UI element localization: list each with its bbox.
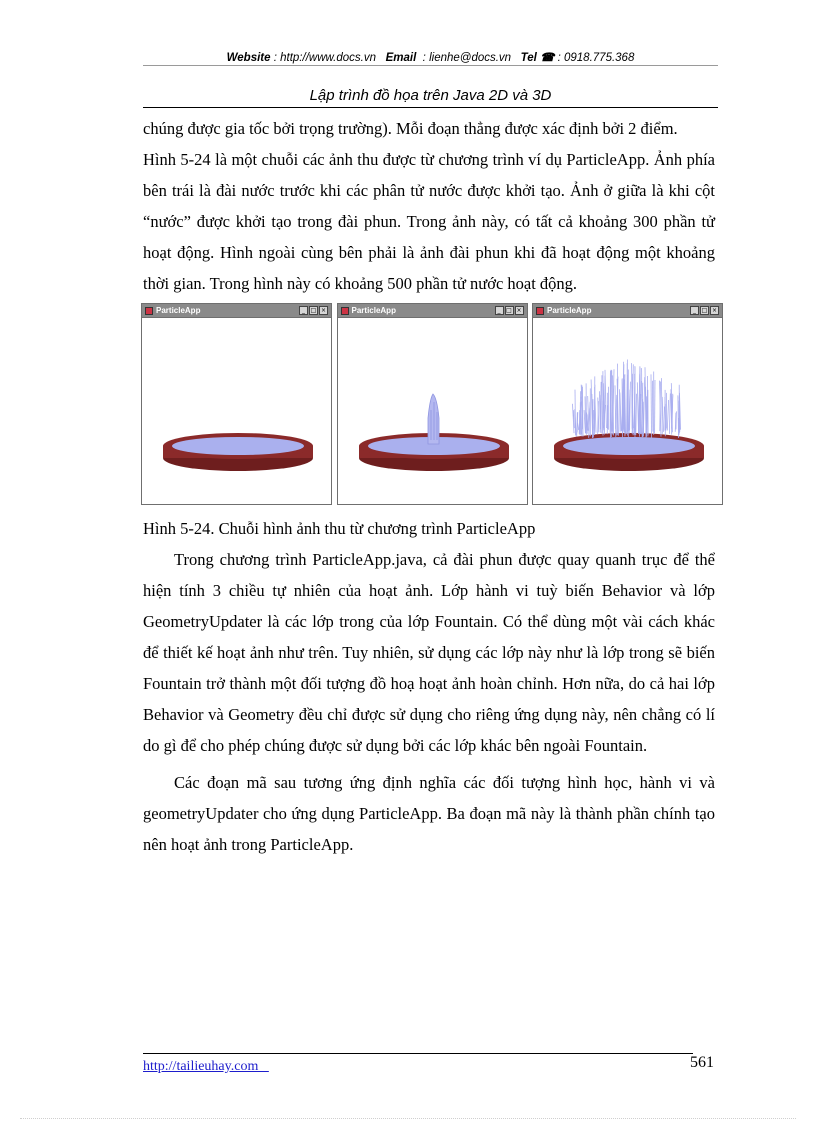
spray-particle bbox=[651, 374, 652, 438]
tel-value: : 0918.775.368 bbox=[557, 52, 635, 64]
water-spray bbox=[573, 360, 681, 439]
spray-particle bbox=[589, 408, 590, 438]
spray-particle bbox=[615, 385, 616, 437]
spray-particle bbox=[601, 382, 602, 429]
website-label: Website bbox=[226, 52, 271, 64]
spray-particle bbox=[669, 394, 670, 434]
figure-caption: Hình 5-24. Chuỗi hình ảnh thu từ chương trình ParticleApp bbox=[143, 519, 536, 538]
window-titlebar bbox=[142, 304, 331, 318]
figure-5-24 bbox=[141, 303, 723, 507]
maximize-icon: □ bbox=[701, 307, 708, 314]
paragraph-explanation: Trong chương trình ParticleApp.java, cả đài phun được quay quanh trục để thể hiện tính 3 chiều tự nhiên của hoạt ảnh. Lớp hành vi tuỳ biến Behavior và lớp GeometryUpdater là các lớp trong của lớp Fountain. Có thể dùng một vài cách khác để thiết kế hoạt ảnh như trên. Tuy nhiên, sử dụng các lớp này như là lớp trong sẽ biến Fountain trở thành một đối tượng đồ hoạ hoạt ảnh hoàn chỉnh. Hơn nữa, do cả hai lớp Behavior và Geometry đều chỉ được sử dụng cho riêng ứng dụng này, nên chẳng có lí do gì để cho phép chúng được sử dụng bởi các lớp khác bên ngoài Fountain. bbox=[143, 550, 715, 755]
particleapp-window-2 bbox=[337, 303, 528, 505]
website-sep: : bbox=[270, 52, 281, 64]
spray-particle bbox=[678, 395, 679, 438]
window-title: ParticleApp bbox=[156, 306, 201, 315]
minimize-icon: _ bbox=[299, 306, 308, 315]
spray-particle bbox=[632, 363, 633, 429]
java-app-icon bbox=[145, 307, 153, 315]
email-label: Email bbox=[385, 52, 417, 64]
spray-particle bbox=[636, 394, 637, 435]
spray-particle bbox=[667, 400, 668, 431]
java-app-icon bbox=[536, 307, 544, 315]
spray-particle bbox=[583, 387, 584, 437]
spray-particle bbox=[607, 405, 608, 434]
water-column bbox=[428, 394, 439, 444]
page-content bbox=[143, 113, 718, 860]
spray-particle bbox=[575, 390, 576, 436]
spray-particle bbox=[605, 370, 606, 428]
maximize-icon: □ bbox=[506, 307, 512, 314]
window-titlebar bbox=[338, 304, 527, 318]
title-underline bbox=[143, 107, 718, 108]
tel-label: Tel bbox=[520, 52, 537, 64]
close-icon: × bbox=[320, 307, 327, 314]
spray-particle bbox=[652, 381, 653, 432]
close-icon: × bbox=[711, 307, 718, 314]
spray-particle bbox=[637, 382, 638, 431]
email-value[interactable]: lienhe@docs.vn bbox=[429, 52, 512, 64]
email-sep: : bbox=[419, 52, 430, 64]
fountain-canvas-column bbox=[338, 318, 527, 504]
phone-icon: ☎ bbox=[540, 52, 555, 64]
java-app-icon bbox=[341, 307, 349, 315]
minimize-icon: _ bbox=[495, 306, 504, 315]
paragraph-continuation: chúng được gia tốc bởi trọng trường). Mỗi đoạn thẳng được xác định bởi 2 điểm. bbox=[143, 119, 678, 138]
spray-particle bbox=[645, 367, 646, 438]
footer-divider bbox=[143, 1053, 693, 1054]
spray-particle bbox=[578, 423, 579, 430]
paragraph-figure-intro: Hình 5-24 là một chuỗi các ảnh thu được từ chương trình ví dụ ParticleApp. Ảnh phía bên trái là đài nước trước khi các phân tử nước được khởi tạo. Ảnh ở giữa là khi cột “nước” được khởi tạo trong đài phun. Trong ảnh này, có tất cả khoảng 300 phần tử hoạt động. Hình ngoài cùng bên phải là ảnh đài phun khi đã hoạt động một khoảng thời gian. Trong hình này có khoảng 500 phần tử nước hoạt động. bbox=[143, 150, 715, 293]
fountain-canvas-empty bbox=[142, 318, 331, 504]
minimize-icon: _ bbox=[690, 306, 699, 315]
window-titlebar bbox=[533, 304, 722, 318]
window-title: ParticleApp bbox=[547, 306, 592, 315]
spray-particle bbox=[630, 382, 631, 431]
maximize-icon: □ bbox=[310, 307, 317, 314]
header-divider bbox=[143, 65, 718, 66]
page-number: 561 bbox=[690, 1054, 714, 1071]
document-title: Lập trình đồ họa trên Java 2D và 3D bbox=[309, 87, 552, 104]
page-bottom-border bbox=[20, 1118, 796, 1119]
particleapp-window-3 bbox=[532, 303, 723, 505]
particleapp-window-1 bbox=[141, 303, 332, 505]
paragraph-code-intro: Các đoạn mã sau tương ứng định nghĩa các đối tượng hình học, hành vi và geometryUpdater cho ứng dụng ParticleApp. Ba đoạn mã này là thành phần chính tạo nên hoạt ảnh trong ParticleApp. bbox=[143, 773, 715, 854]
fountain-canvas-full bbox=[533, 318, 722, 504]
site-header bbox=[143, 50, 718, 64]
spray-particle bbox=[604, 376, 605, 433]
close-icon: × bbox=[516, 307, 522, 314]
website-url[interactable]: http://www.docs.vn bbox=[280, 52, 376, 64]
window-title: ParticleApp bbox=[351, 306, 396, 315]
footer-link[interactable]: http://tailieuhay.com bbox=[143, 1059, 269, 1074]
